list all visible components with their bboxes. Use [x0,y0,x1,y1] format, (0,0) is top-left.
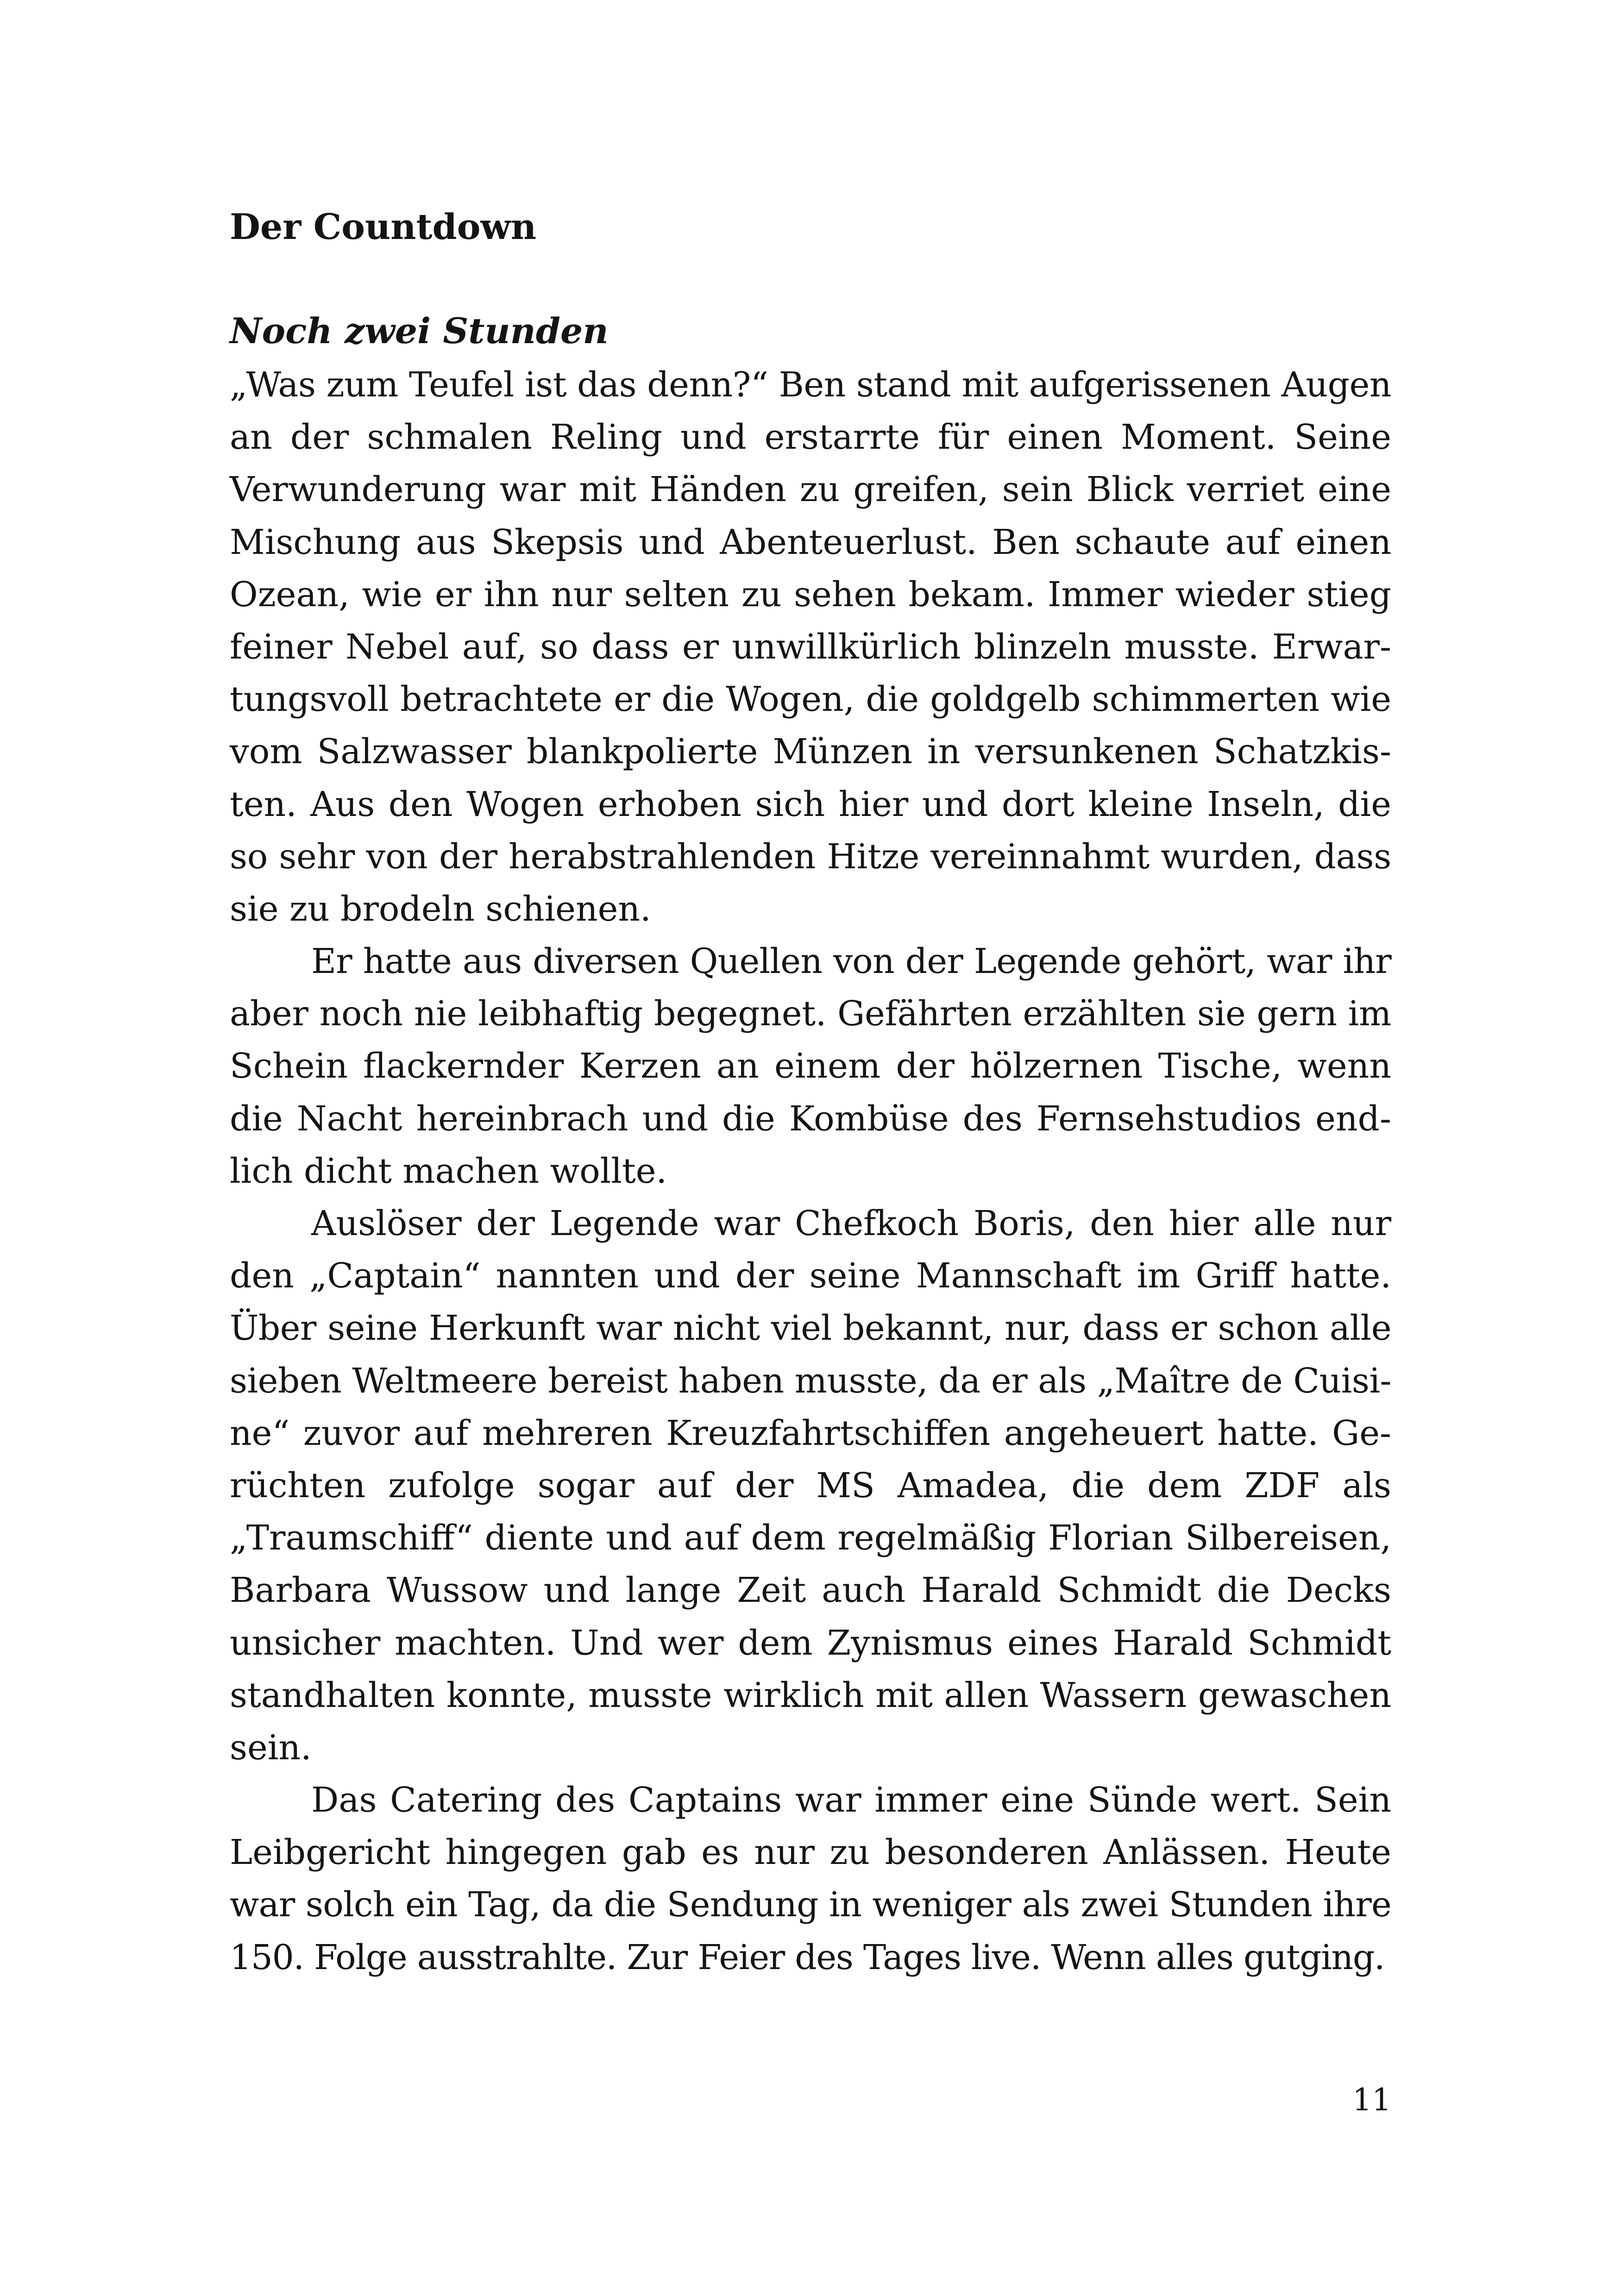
paragraph [230,359,1391,935]
text-line: standhalten konnte, musste wirklich mit allen Wassern gewaschen [230,1675,1391,1715]
text-line: sie zu brodeln schienen. [230,889,651,929]
chapter-title: Der Countdown [230,206,537,247]
body-text [230,359,1391,1984]
text-line: Er hatte aus diversen Quellen von der Legende gehört, war ihr [311,941,1391,982]
text-line: sieben Weltmeere bereist haben musste, da er als „Maître de Cuisi- [230,1361,1391,1401]
text-line: Ozean, wie er ihn nur selten zu sehen bekam. Immer wieder stieg [230,574,1391,615]
text-line: feiner Nebel auf, so dass er unwillkürlich blinzeln musste. Erwar- [230,627,1391,667]
text-line: 150. Folge ausstrahlte. Zur Feier des Tages live. Wenn alles gutging. [230,1937,1385,1977]
text-line: „Traumschiff“ diente und auf dem regelmäßig Florian Silbereisen, [230,1518,1391,1558]
text-line: so sehr von der herabstrahlenden Hitze vereinnahmt wurden, dass [230,836,1391,877]
text-line: an der schmalen Reling und erstarrte für einen Moment. Seine [230,417,1391,458]
text-line: Mischung aus Skepsis und Abenteuerlust. Ben schaute auf einen [230,522,1391,562]
text-line: ten. Aus den Wogen erhoben sich hier und dort kleine Inseln, die [230,784,1391,824]
text-line: tungsvoll betrachtete er die Wogen, die goldgelb schimmerten wie [230,679,1391,720]
text-line: rüchten zufolge sogar auf der MS Amadea, die dem ZDF als [230,1465,1391,1506]
text-line: ne“ zuvor auf mehreren Kreuzfahrtschiffen angeheuert hatte. Ge- [230,1413,1391,1453]
text-line: lich dicht machen wollte. [230,1151,667,1191]
text-line: Schein flackernder Kerzen an einem der hölzernen Tische, wenn [230,1046,1391,1086]
text-line: Leibgericht hingegen gab es nur zu besonderen Anlässen. Heute [230,1832,1391,1873]
text-line: die Nacht hereinbrach und die Kombüse des Fernsehstudios end- [230,1098,1391,1139]
text-line: vom Salzwasser blankpolierte Münzen in versunkenen Schatzkis- [230,732,1391,772]
page-number: 11 [1352,2082,1391,2118]
text-line: Das Catering des Captains war immer eine Sünde wert. Sein [311,1780,1391,1820]
text-line: unsicher machten. Und wer dem Zynismus eines Harald Schmidt [230,1623,1391,1663]
text-line: Verwunderung war mit Händen zu greifen, sein Blick verriet eine [230,470,1391,510]
section-title: Noch zwei Stunden [230,310,609,351]
text-line: Auslöser der Legende war Chefkoch Boris, den hier alle nur [311,1204,1391,1243]
paragraph [230,935,1391,1198]
text-line: aber noch nie leibhaftig begegnet. Gefährten erzählten sie gern im [230,994,1391,1034]
paragraph [230,1198,1391,1774]
text-line: Barbara Wussow und lange Zeit auch Harald Schmidt die Decks [230,1570,1391,1611]
paragraph [230,1774,1391,1984]
text-line: war solch ein Tag, da die Sendung in weniger als zwei Stunden ihre [230,1885,1391,1925]
text-line: sein. [230,1727,312,1768]
text-line: den „Captain“ nannten und der seine Mannschaft im Griff hatte. [230,1256,1391,1296]
text-line: „Was zum Teufel ist das denn?“ Ben stand mit aufgerissenen Augen [230,365,1391,405]
text-line: Über seine Herkunft war nicht viel bekannt, nur, dass er schon alle [230,1308,1391,1349]
